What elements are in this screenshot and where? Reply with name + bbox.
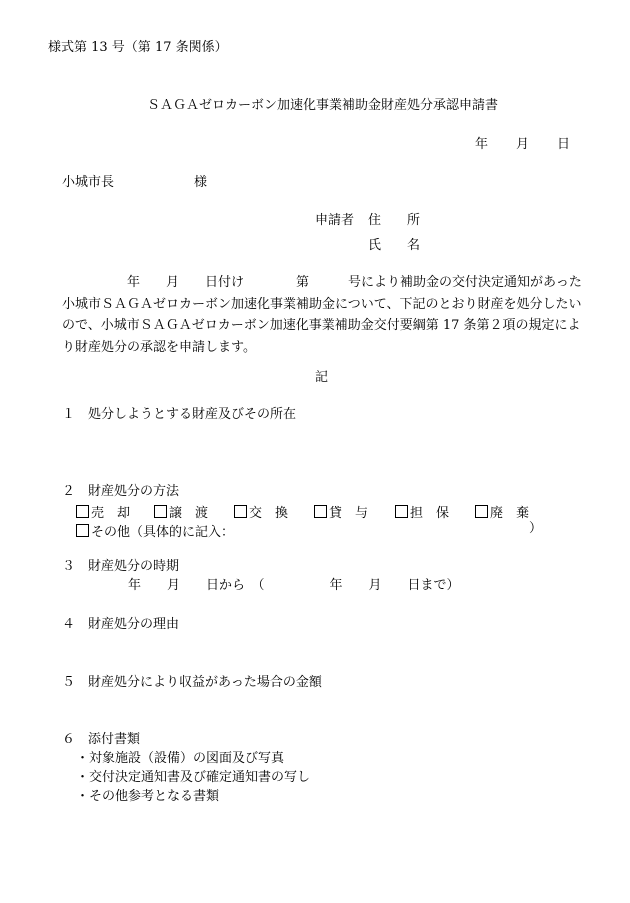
applicant-label: 申請者: [315, 213, 355, 228]
applicant-address-label: 住 所: [368, 213, 421, 228]
date-month: 月: [516, 137, 530, 152]
method-option-sale[interactable]: 売 却: [76, 502, 130, 521]
other-method-close-paren: ）: [529, 521, 543, 536]
addressee-honorific: 様: [194, 175, 208, 190]
checkbox[interactable]: [314, 505, 327, 518]
method-option-collateral[interactable]: 担 保: [395, 502, 449, 521]
ki-heading: 記: [315, 370, 329, 385]
body-line: 年 月 日付け 第 号により補助金の交付決定通知があった: [62, 275, 582, 290]
section-1-heading: １ 処分しようとする財産及びその所在: [62, 407, 297, 422]
disposal-period-line: 年 月 日から （ 年 月 日まで）: [128, 578, 460, 593]
checkbox[interactable]: [76, 524, 89, 537]
body-line: り財産処分の承認を申請します。: [62, 339, 256, 355]
method-option-transfer[interactable]: 譲 渡: [154, 502, 208, 521]
method-option-disposal[interactable]: 廃 棄: [475, 502, 529, 521]
section-2-heading: ２ 財産処分の方法: [62, 484, 180, 499]
checkbox[interactable]: [475, 505, 488, 518]
date-day: 日: [557, 137, 571, 152]
attachment-item: ・対象施設（設備）の図面及び写真: [76, 751, 285, 766]
form-number: 様式第 13 号（第 17 条関係）: [48, 40, 228, 55]
section-5-heading: ５ 財産処分により収益があった場合の金額: [62, 675, 322, 690]
section-4-heading: ４ 財産処分の理由: [62, 617, 180, 632]
body-paragraph: [62, 272, 582, 358]
method-option-exchange[interactable]: 交 換: [234, 502, 288, 521]
section-6-heading: ６ 添付書類: [62, 732, 141, 747]
addressee-name: 小城市長: [62, 175, 115, 190]
checkbox[interactable]: [76, 505, 89, 518]
date-year: 年: [475, 137, 489, 152]
form-title: ＳＡＧＡゼロカーボン加速化事業補助金財産処分承認申請書: [147, 98, 499, 113]
body-line: ので、小城市ＳＡＧＡゼロカーボン加速化事業補助金交付要綱第 17 条第２項の規定によ: [62, 318, 581, 333]
applicant-name-label: 氏 名: [368, 238, 421, 253]
checkbox[interactable]: [395, 505, 408, 518]
body-line: 小城市ＳＡＧＡゼロカーボン加速化事業補助金について、下記のとおり財産を処分したい: [62, 296, 582, 312]
checkbox[interactable]: [234, 505, 247, 518]
attachment-item: ・その他参考となる書類: [76, 789, 220, 804]
checkbox[interactable]: [154, 505, 167, 518]
section-3-heading: ３ 財産処分の時期: [62, 559, 180, 574]
method-option-lease[interactable]: 貸 与: [314, 502, 368, 521]
method-option-other[interactable]: その他（具体的に記入：: [76, 521, 234, 540]
attachment-item: ・交付決定通知書及び確定通知書の写し: [76, 770, 311, 785]
